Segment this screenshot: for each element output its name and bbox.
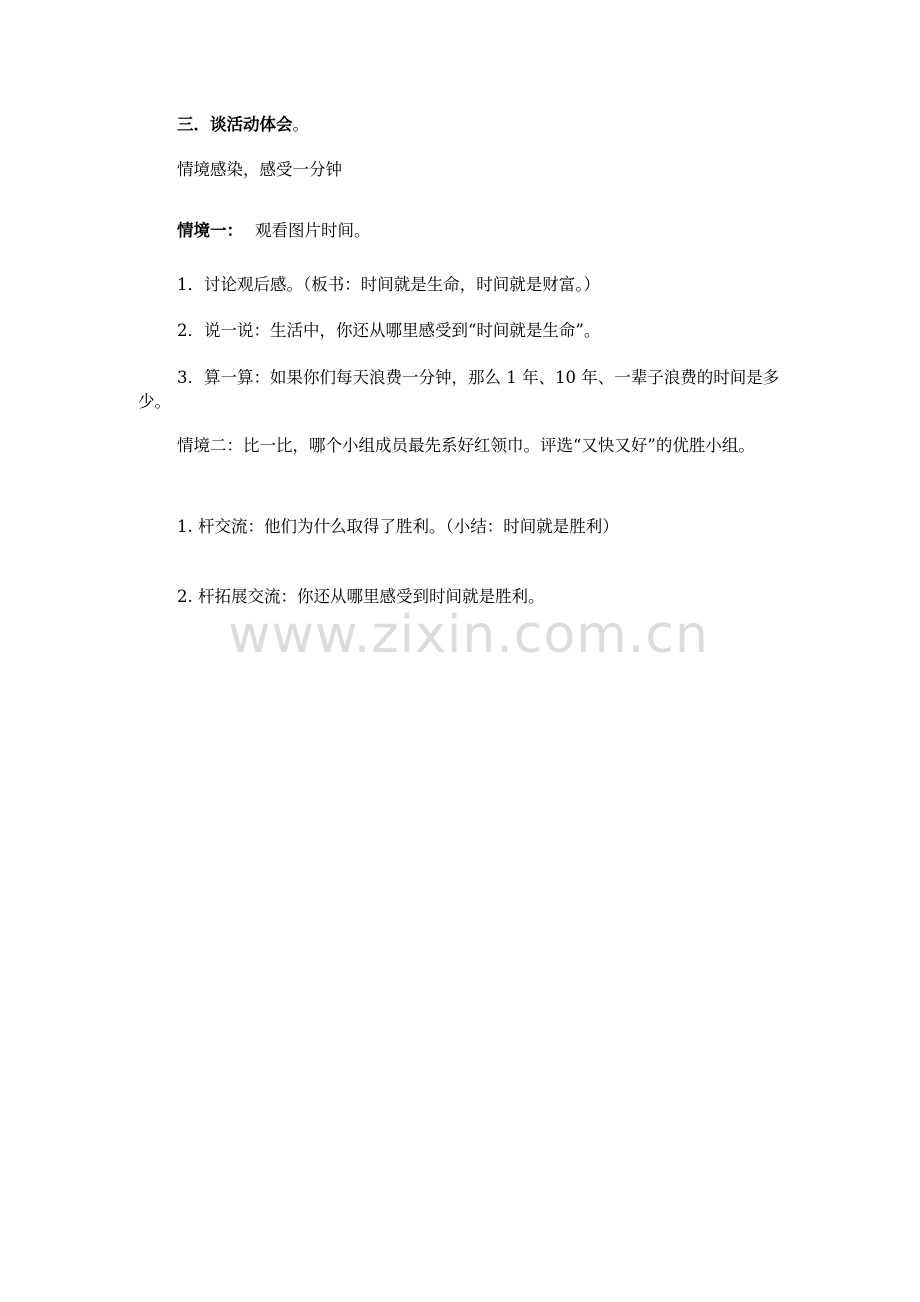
scenario-two-paragraph: 情境二：比一比，哪个小组成员最先系好红领巾。评选“又快又好”的优胜小组。 bbox=[177, 436, 755, 455]
intro-text: 情境感染，感受一分钟 bbox=[177, 160, 342, 179]
section-heading: 三．谈活动体会 bbox=[177, 115, 293, 134]
scenario-one-text: 观看图片时间。 bbox=[255, 221, 371, 240]
section-heading-line bbox=[138, 112, 788, 138]
list-item: 1．讨论观后感。（板书：时间就是生命，时间就是财富。） bbox=[177, 275, 600, 294]
section-heading-tail: 。 bbox=[292, 115, 309, 134]
list-item: 2．说一说：生活中，你还从哪里感受到“时间就是生命”。 bbox=[177, 321, 601, 340]
scenario-one-label: 情境一： bbox=[177, 221, 243, 240]
scenario-one-line bbox=[138, 218, 788, 244]
list-item: 3．算一算：如果你们每天浪费一分钟，那么 1 年、10 年、一辈子浪费的时间是多少。 bbox=[138, 368, 780, 411]
list-item: 1. 杆交流：他们为什么取得了胜利。（小结：时间就是胜利） bbox=[177, 517, 619, 536]
watermark: www.zixin.com.cn bbox=[228, 605, 709, 665]
list-item: 2. 杆拓展交流：你还从哪里感受到时间就是胜利。 bbox=[177, 587, 545, 606]
